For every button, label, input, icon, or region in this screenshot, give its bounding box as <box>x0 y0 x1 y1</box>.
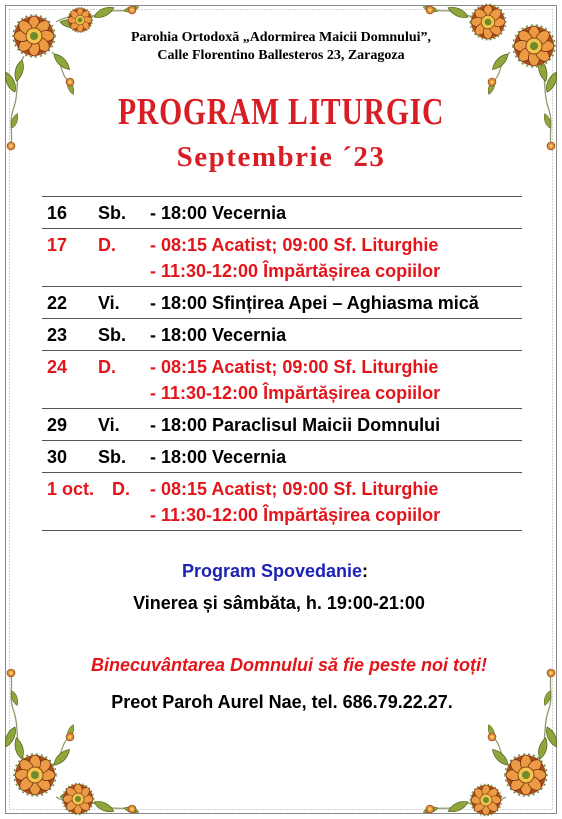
leaf-icon <box>2 725 18 748</box>
row-event: - 08:15 Acatist; 09:00 Sf. Liturghie <box>150 479 439 499</box>
bud-icon <box>426 805 434 813</box>
row-events <box>150 412 522 438</box>
leaf-icon <box>59 18 82 29</box>
row-event: - 18:00 Vecernia <box>150 447 287 467</box>
schedule-row <box>42 351 522 409</box>
leaf-icon <box>480 789 503 800</box>
parish-header <box>0 29 562 65</box>
leaf-icon <box>486 724 496 740</box>
row-events <box>150 476 522 528</box>
schedule-row <box>42 473 522 531</box>
bud-icon <box>128 6 136 14</box>
leaf-icon <box>92 4 115 20</box>
row-day: 23 <box>47 325 68 345</box>
blessing-text: Binecuvântarea Domnului să fie peste noi toți! <box>90 655 488 675</box>
schedule-row <box>42 197 522 229</box>
row-day: 1 oct. <box>47 479 95 499</box>
schedule-row <box>42 229 522 287</box>
vine-ornament <box>56 10 132 22</box>
row-weekday: Vi. <box>98 415 120 435</box>
row-event: - 18:00 Paraclisul Maicii Domnului <box>150 415 441 435</box>
leaf-icon <box>490 747 511 768</box>
confession-colon: : <box>362 561 369 581</box>
row-events <box>150 290 522 316</box>
confession-label: Program Spovedanie <box>181 561 363 581</box>
bud-icon <box>66 78 74 86</box>
row-events <box>150 322 522 348</box>
flower-icon <box>505 754 547 796</box>
row-event: - 11:30-12:00 Împărtășirea copiilor <box>150 383 441 403</box>
leaf-icon <box>13 737 26 760</box>
row-day: 16 <box>47 203 68 223</box>
confession-hours: Vinerea și sâmbăta, h. 19:00-21:00 <box>133 593 425 613</box>
flower-icon <box>14 754 56 796</box>
row-events <box>150 354 522 406</box>
page-title: PROGRAM LITURGIC <box>117 91 445 133</box>
leaf-icon <box>123 4 139 13</box>
leaf-icon <box>446 4 469 20</box>
row-weekday: D. <box>98 357 116 377</box>
priest-contact: Preot Paroh Aurel Nae, tel. 686.79.22.27. <box>111 692 453 712</box>
bud-icon <box>426 6 434 14</box>
vine-ornament <box>538 673 551 763</box>
leaf-icon <box>446 799 469 815</box>
bud-icon <box>488 733 496 741</box>
row-event: - 18:00 Vecernia <box>150 203 287 223</box>
title-block <box>0 90 562 134</box>
schedule-row <box>42 409 522 441</box>
parish-address: Calle Florentino Ballesteros 23, Zaragoza <box>157 48 405 63</box>
bud-icon <box>66 733 74 741</box>
row-events <box>150 444 522 470</box>
page-subtitle: Septembrie ´23 <box>176 141 386 173</box>
row-weekday: D. <box>112 479 130 499</box>
leaf-icon <box>51 747 72 768</box>
row-events <box>150 200 522 226</box>
flower-icon <box>470 784 502 816</box>
schedule-row <box>42 441 522 473</box>
row-event: - 11:30-12:00 Împărtășirea copiilor <box>150 505 441 525</box>
row-event: - 08:15 Acatist; 09:00 Sf. Liturghie <box>150 357 439 377</box>
vine-ornament <box>430 797 506 809</box>
row-day: 29 <box>47 415 68 435</box>
bud-icon <box>488 78 496 86</box>
row-weekday: Sb. <box>98 325 127 345</box>
vine-ornament <box>492 737 510 767</box>
row-day: 22 <box>47 293 68 313</box>
schedule-row <box>42 287 522 319</box>
leaf-icon <box>480 18 503 29</box>
schedule-row <box>42 319 522 351</box>
leaf-icon <box>66 724 76 740</box>
leaf-icon <box>92 799 115 815</box>
leaf-icon <box>123 805 139 814</box>
bud-icon <box>128 805 136 813</box>
row-events <box>150 232 522 284</box>
row-event: - 18:00 Sfințirea Apei – Aghiasma mică <box>150 293 479 313</box>
row-day: 17 <box>47 235 68 255</box>
vine-ornament <box>52 737 70 767</box>
schedule-table <box>42 196 522 531</box>
bud-icon <box>7 669 15 677</box>
leaf-icon <box>544 725 560 748</box>
parish-name: Parohia Ortodoxă „Adormirea Maicii Domnului”, <box>130 30 432 45</box>
leaf-icon <box>422 805 438 814</box>
vine-ornament <box>430 10 506 22</box>
row-event: - 11:30-12:00 Împărtășirea copiilor <box>150 261 441 281</box>
vine-ornament <box>56 797 132 809</box>
row-weekday: Vi. <box>98 293 120 313</box>
leaf-icon <box>536 737 549 760</box>
confession-heading <box>0 558 550 584</box>
flower-icon <box>62 783 94 815</box>
row-weekday: Sb. <box>98 203 127 223</box>
row-weekday: D. <box>98 235 116 255</box>
leaf-icon <box>422 4 438 13</box>
leaf-icon <box>59 789 82 800</box>
row-event: - 18:00 Vecernia <box>150 325 287 345</box>
row-day: 24 <box>47 357 68 377</box>
row-event: - 08:15 Acatist; 09:00 Sf. Liturghie <box>150 235 439 255</box>
row-weekday: Sb. <box>98 447 127 467</box>
vine-ornament <box>11 673 24 763</box>
row-day: 30 <box>47 447 68 467</box>
